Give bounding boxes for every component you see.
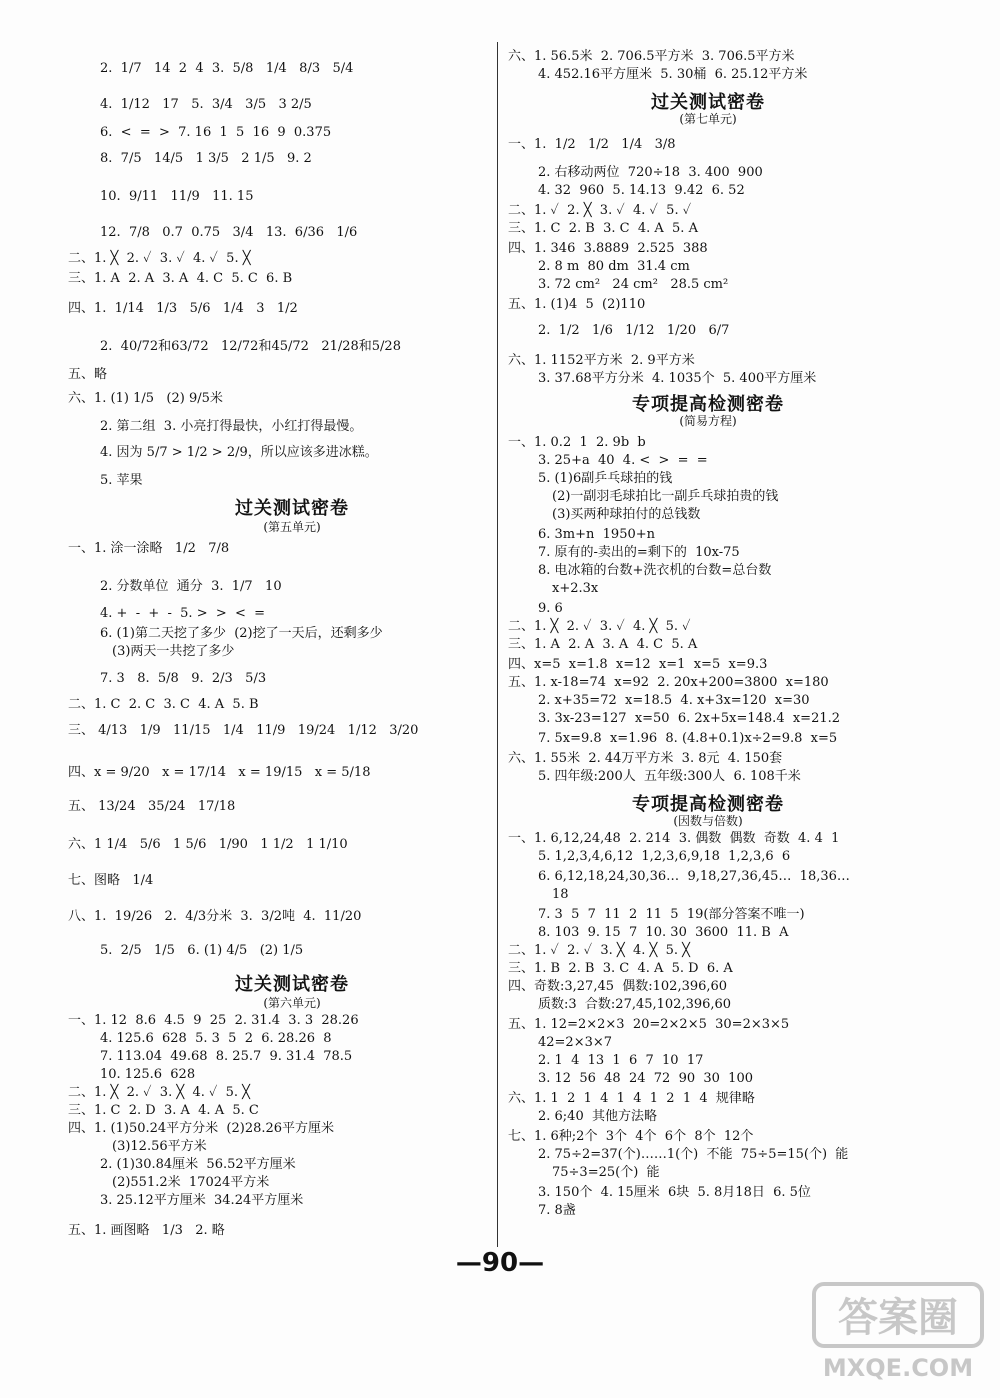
section-title: 专项提高检测密卷 [632, 394, 784, 415]
line: 2. 75÷2=37(个)……1(个) 不能 75÷5=15(个) 能 [538, 1147, 849, 1162]
line: 3. 37.68平方分米 4. 1035个 5. 400平方厘米 [538, 371, 817, 386]
line: 2. 6;40 其他方法略 [538, 1109, 657, 1124]
line: 3. 3x-23=127 x=50 6. 2x+5x=148.4 x=21.2 [538, 711, 841, 726]
line: 2. 8 m 80 dm 31.4 cm [538, 259, 690, 274]
section-title: 过关测试密卷 [235, 974, 349, 995]
line: 五、略 [68, 367, 108, 382]
section-subtitle: (第五单元) [263, 520, 321, 534]
line: 2. x+35=72 x=18.5 4. x+3x=120 x=30 [538, 693, 810, 708]
line: 6. 6,12,18,24,30,36… 9,18,27,36,45… 18,36… [538, 869, 850, 884]
line: 8. 电冰箱的台数+洗衣机的台数=总台数 [538, 563, 772, 578]
line: 7. 原有的-卖出的=剩下的 10x-75 [538, 545, 740, 560]
watermark-title: 答案圈 [838, 1295, 958, 1341]
line: 五、 13/24 35/24 17/18 [68, 799, 236, 814]
line: 2. (1)30.84厘米 56.52平方厘米 [100, 1157, 296, 1172]
line: 一、1. 0.2 1 2. 9b b [508, 435, 646, 450]
line: 2. 第二组 3. 小亮打得最快，小红打得最慢。 [100, 419, 363, 434]
line: 3. 72 cm² 24 cm² 28.5 cm² [538, 277, 729, 292]
line: 二、1. C 2. C 3. C 4. A 5. B [68, 697, 259, 712]
line: 5. 四年级:200人 五年级:300人 6. 108千米 [538, 769, 801, 784]
line: (3)12.56平方米 [112, 1139, 207, 1154]
line: 四、1. 346 3.8889 2.525 388 [508, 241, 708, 256]
line: 4. 32 960 5. 14.13 9.42 6. 52 [538, 183, 745, 198]
line: 八、1. 19/26 2. 4/3分米 3. 3/2吨 4. 11/20 [68, 909, 362, 924]
line: 4. 因为 5/7 > 1/2 > 2/9，所以应该多进冰糕。 [100, 445, 378, 460]
line: 五、1. 画图略 1/3 2. 略 [68, 1223, 225, 1238]
line: 7. 5x=9.8 x=1.96 8. (4.8+0.1)x÷2=9.8 x=5 [538, 731, 838, 746]
line: 四、x = 9/20 x = 17/14 x = 19/15 x = 5/18 [68, 765, 371, 780]
line: 一、1. 1/2 1/2 1/4 3/8 [508, 137, 676, 152]
line: 一、1. 12 8.6 4.5 9 25 2. 31.4 3. 3 28.26 [68, 1013, 359, 1028]
page-number: —90— [455, 1248, 545, 1278]
line: 一、1. 6,12,24,48 2. 214 3. 偶数 偶数 奇数 4. 4 1 [508, 831, 840, 846]
line: 六、1. 1 2 1 4 1 4 1 2 1 4 规律略 [508, 1091, 755, 1106]
line: 3. 25.12平方厘米 34.24平方厘米 [100, 1193, 304, 1208]
line: 三、1. C 2. D 3. A 4. A 5. C [68, 1103, 259, 1118]
line: 七、图略 1/4 [68, 873, 154, 888]
section-title: 过关测试密卷 [651, 92, 765, 113]
line: 四、x=5 x=1.8 x=12 x=1 x=5 x=9.3 [508, 657, 768, 672]
section-subtitle: (因数与倍数) [673, 814, 743, 828]
line: 六、1 1/4 5/6 1 5/6 1/90 1 1/2 1 1/10 [68, 837, 348, 852]
line: 三、1. A 2. A 3. A 4. C 5. C 6. B [68, 271, 293, 286]
line: 2. 1 4 13 1 6 7 10 17 [538, 1053, 704, 1068]
line: 10. 9/11 11/9 11. 15 [100, 189, 254, 204]
line: 三、1. B 2. B 3. C 4. A 5. D 6. A [508, 961, 733, 976]
line: 2. 1/2 1/6 1/12 1/20 6/7 [538, 323, 730, 338]
line: 4. 125.6 628 5. 3 5 2 6. 28.26 8 [100, 1031, 332, 1046]
line: 二、1. ╳ 2. ✓ 3. ╳ 4. ✓ 5. ╳ [68, 1085, 250, 1100]
line: 六、1. (1) 1/5 (2) 9/5米 [68, 391, 223, 406]
line: 6. (1)第二天挖了多少 (2)挖了一天后，还剩多少 [100, 626, 383, 641]
line: 7. 113.04 49.68 8. 25.7 9. 31.4 78.5 [100, 1049, 353, 1064]
section-title: 过关测试密卷 [235, 498, 349, 519]
watermark-logo [808, 1276, 988, 1386]
line: 四、1. 1/14 1/3 5/6 1/4 3 1/2 [68, 301, 298, 316]
line: 二、1. ╳ 2. ✓ 3. ✓ 4. ✓ 5. ╳ [68, 251, 251, 266]
line: (2)551.2米 17024平方米 [112, 1175, 270, 1190]
section-subtitle: (第七单元) [679, 112, 737, 126]
line: 2. 40/72和63/72 12/72和45/72 21/28和5/28 [100, 339, 401, 354]
line: 7. 3 5 7 11 2 11 5 19(部分答案不唯一) [538, 907, 805, 922]
line: 五、1. (1)4 5 (2)110 [508, 297, 646, 312]
line: 六、1. 55米 2. 44万平方米 3. 8元 4. 150套 [508, 751, 783, 766]
line: 三、1. A 2. A 3. A 4. C 5. A [508, 637, 698, 652]
line: 10. 125.6 628 [100, 1067, 196, 1082]
line: 2. 分数单位 通分 3. 1/7 10 [100, 579, 282, 594]
watermark-url: MXQE.COM [822, 1354, 974, 1382]
line: 四、1. (1)50.24平方分米 (2)28.26平方厘米 [68, 1121, 335, 1136]
line: 3. 150个 4. 15厘米 6块 5. 8月18日 6. 5位 [538, 1185, 811, 1200]
line: 六、1. 1152平方米 2. 9平方米 [508, 353, 695, 368]
line: 12. 7/8 0.7 0.75 3/4 13. 6/36 1/6 [100, 225, 358, 240]
line: 五、1. x-18=74 x=92 2. 20x+200=3800 x=180 [508, 675, 829, 690]
line: 5. 苹果 [100, 473, 143, 488]
line: 2. 右移动两位 720÷18 3. 400 900 [538, 165, 763, 180]
line: 一、1. 涂一涂略 1/2 7/8 [68, 541, 230, 556]
line: 二、1. ✓ 2. ╳ 3. ✓ 4. ✓ 5. ✓ [508, 203, 692, 218]
column-divider [497, 42, 498, 1247]
line: 7. 3 8. 5/8 9. 2/3 5/3 [100, 671, 267, 686]
line: 9. 6 [538, 601, 563, 616]
line: 三、1. C 2. B 3. C 4. A 5. A [508, 221, 698, 236]
line: 4. 452.16平方厘米 5. 30桶 6. 25.12平方米 [538, 67, 808, 82]
line: 2. 1/7 14 2 4 3. 5/8 1/4 8/3 5/4 [100, 61, 354, 76]
line: 二、1. ╳ 2. ✓ 3. ✓ 4. ╳ 5. ✓ [508, 619, 691, 634]
line: 18 [552, 887, 569, 902]
line: 三、 4/13 1/9 11/15 1/4 11/9 19/24 1/12 3/20 [68, 723, 419, 738]
line: 七、1. 6种;2个 3个 4个 6个 8个 12个 [508, 1129, 754, 1144]
line: 75÷3=25(个) 能 [552, 1165, 660, 1180]
line: (3)两天一共挖了多少 [112, 644, 235, 659]
line: 5. 2/5 1/5 6. (1) 4/5 (2) 1/5 [100, 943, 304, 958]
line: 四、奇数:3,27,45 偶数:102,396,60 [508, 979, 728, 994]
line: 7. 8盏 [538, 1203, 576, 1218]
line: 五、1. 12=2×2×3 20=2×2×5 30=2×3×5 [508, 1017, 790, 1032]
line: 6. 3m+n 1950+n [538, 527, 656, 542]
line: 六、1. 56.5米 2. 706.5平方米 3. 706.5平方米 [508, 49, 795, 64]
line: 3. 25+a 40 4. < > = = [538, 453, 708, 468]
line: 4. + - + - 5. > > < = [100, 606, 266, 621]
line: (2)一副羽毛球拍比一副乒乓球拍贵的钱 [552, 489, 779, 504]
line: 质数:3 合数:27,45,102,396,60 [538, 997, 732, 1012]
line: 5. (1)6副乒乓球拍的钱 [538, 471, 673, 486]
line: 4. 1/12 17 5. 3/4 3/5 3 2/5 [100, 97, 312, 112]
line: 8. 7/5 14/5 1 3/5 2 1/5 9. 2 [100, 151, 312, 166]
line: 二、1. ✓ 2. ✓ 3. ╳ 4. ╳ 5. ╳ [508, 943, 690, 958]
line: (3)买两种球拍付的总钱数 [552, 507, 701, 522]
line: x+2.3x [552, 581, 599, 596]
line: 42=2×3×7 [538, 1035, 613, 1050]
line: 3. 12 56 48 24 72 90 30 100 [538, 1071, 753, 1086]
section-title: 专项提高检测密卷 [632, 794, 784, 815]
section-subtitle: (简易方程) [679, 414, 737, 428]
section-subtitle: (第六单元) [263, 996, 321, 1010]
line: 5. 1,2,3,4,6,12 1,2,3,6,9,18 1,2,3,6 6 [538, 849, 791, 864]
line: 8. 103 9. 15 7 10. 30 3600 11. B A [538, 925, 789, 940]
line: 6. < = > 7. 16 1 5 16 9 0.375 [100, 125, 332, 140]
